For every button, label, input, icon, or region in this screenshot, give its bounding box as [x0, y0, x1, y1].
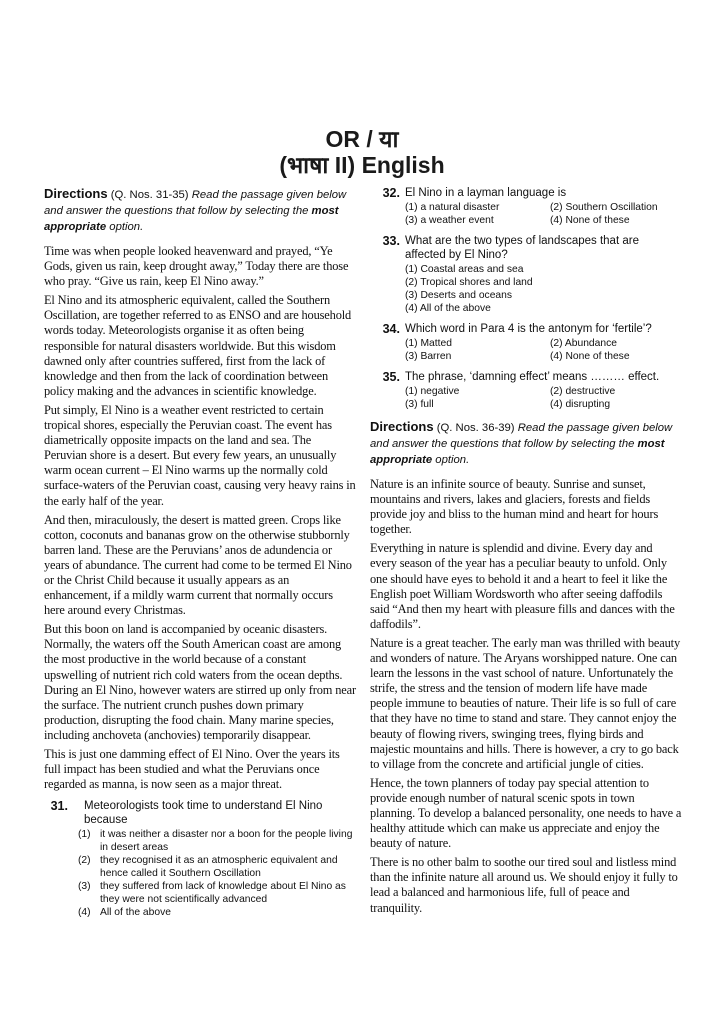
passage-paragraph: Hence, the town planners of today pay special attention to provide enough number of natural scenic spots in town planning. To develop a balanced personality, one needs to have a healthy attitude which can make us appreciate and enjoy the beauty of nature. — [370, 775, 682, 851]
option-grid — [405, 201, 682, 227]
option-item: (1) negative — [405, 386, 460, 397]
directions-text-end: option. — [109, 221, 144, 233]
option-number: (1) — [78, 829, 91, 841]
option-text: they recognised it as an atmospheric equivalent and hence called it Southern Oscillation — [100, 855, 338, 880]
option-item: (3) a weather event — [405, 215, 494, 226]
option-list — [405, 263, 682, 315]
directions-text: Read the passage given below and answer the questions that follow by selecting the — [44, 189, 347, 217]
option-list — [78, 828, 356, 919]
option-number: (3) — [78, 881, 91, 893]
right-column — [370, 186, 682, 920]
question-34 — [370, 322, 682, 363]
question-number: 32. — [382, 186, 400, 200]
option-item: (2) Southern Oscillation — [550, 202, 658, 213]
option-item: (2) destructive — [550, 386, 616, 397]
option-item: (2) Abundance — [550, 338, 617, 349]
directions-range: (Q. Nos. 31-35) — [110, 189, 189, 201]
question-35 — [370, 370, 682, 411]
directions-set1 — [44, 186, 356, 235]
question-33 — [370, 234, 682, 315]
question-number: 35. — [382, 370, 400, 384]
question-text: Which word in Para 4 is the antonym for ‘fertile’? — [405, 323, 652, 335]
question-number: 33. — [382, 234, 400, 248]
passage-paragraph: El Nino and its atmospheric equivalent, called the Southern Oscillation, are together referred to as ENSO and are household words today. Meteorologists organise it as often being responsible for natural disasters worldwide. But this wisdom dawned only after countries suffered, first from the lack of knowledge and then from the lack of coordination between policy making and the advances in scientific knowledge. — [44, 293, 352, 398]
passage-paragraph: And then, miraculously, the desert is matted green. Crops like cotton, coconuts and bananas grow on the otherwise stubbornly barren land. These are the Peruvians’ anos de adundencia or years of abundance. The current had come to be termed El Nino or the Christ Child because it usually appears as an enhancement, if a mildly warm current that normally occurs here around every Christmas. — [44, 512, 352, 618]
question-number: 31. — [50, 799, 68, 814]
option-item: (2) Tropical shores and land — [405, 277, 533, 288]
option-item: (1) Coastal areas and sea — [405, 264, 524, 275]
directions-range: (Q. Nos. 36-39) — [436, 422, 515, 434]
passage-paragraph: There is no other balm to soothe our tired soul and listless mind than the infinite nature all around us. We should enjoy it fully to lead a balanced and harmonious life, full of peace and tranquility. — [370, 855, 678, 915]
passage-paragraph: Nature is a great teacher. The early man was thrilled with beauty and wonders of nature. The Aryans worshipped nature. One can learn the lessons in the vast school of nature. Unfortunately the strife, the stress and the tension of modern life have made people immune to beauties of nature. Their life is so full of care that they have no time to stand and stare. They cannot enjoy the beauty of flowing rivers, swinging trees, flying birds and majestic mountains and hills. There is however, a cry to go back to village from the concrete and artificial jungle of cities. — [370, 635, 680, 771]
option-item: (3) Deserts and oceans — [405, 290, 513, 301]
directions-emphasis: most appropriate — [44, 205, 339, 233]
directions-text: Read the passage given below and answer the questions that follow by selecting the — [370, 422, 673, 450]
option-item — [78, 906, 356, 919]
question-text: The phrase, ‘damning effect’ means ……… effect. — [405, 371, 660, 383]
question-text: El Nino in a layman language is — [405, 187, 567, 199]
passage-paragraph: This is just one damming effect of El Nino. Over the years its full impact has been studied and what the Peruvians once regarded as manna, is now seen as a major threat. — [44, 747, 340, 792]
option-item: (1) Matted — [405, 338, 452, 349]
directions-set2 — [370, 419, 682, 468]
passage-paragraph: Time was when people looked heavenward and prayed, “Ye Gods, given us rain, keep drought away,” Today there are those who pray. “Give us rain, keep El Nino away.” — [44, 244, 349, 289]
option-item — [78, 880, 356, 906]
option-text: it was neither a disaster nor a boon for the people living in desert areas — [100, 829, 353, 854]
passage-paragraph: Put simply, El Nino is a weather event restricted to certain tropical shores, especially the Peruvian coast. The event has diametrically opposite impacts on the land and sea. The Peruvian shore is a desert. But every few years, an unusually warm ocean current – El Nino warms up the normally cold surface-waters of the Peruvian coast, causing very heavy rains in the early half of the year. — [44, 402, 356, 508]
left-column — [44, 186, 356, 919]
option-text: they suffered from lack of knowledge about El Nino as they were not scientifically advanced — [100, 881, 346, 906]
option-item — [78, 854, 356, 880]
question-32 — [370, 186, 682, 227]
option-item: (3) Barren — [405, 351, 452, 362]
passage-paragraph: But this boon on land is accompanied by oceanic disasters. Normally, the waters off the South American coast are among the most productive in the world because of a constant upswelling of nutrient rich cold waters from the ocean depths. During an El Nino, however waters are stirred up only from near the surface. The nutrient crunch pushes down primary production, disrupting the food chain. Many marine species, including anchoveta (anchovies) temporarily disappear. — [44, 622, 356, 742]
section-subtitle: (भाषा II) English — [279, 152, 445, 178]
question-31 — [44, 799, 356, 919]
section-title: OR / या — [325, 126, 399, 152]
directions-text-end: option. — [435, 454, 470, 466]
option-text: All of the above — [100, 907, 171, 919]
question-text: What are the two types of landscapes that are affected by El Nino? — [405, 235, 639, 261]
directions-label: Directions — [370, 419, 434, 434]
question-number: 34. — [382, 322, 400, 336]
option-item: (3) full — [405, 399, 434, 410]
option-item: (4) None of these — [550, 215, 630, 226]
question-text: Meteorologists took time to understand El Nino because — [84, 800, 323, 827]
passage-paragraph: Nature is an infinite source of beauty. Sunrise and sunset, mountains and rivers, lakes and glaciers, forests and fields provide joy and bliss to the human mind and heart for hours together. — [370, 477, 659, 537]
option-item: (4) disrupting — [550, 399, 611, 410]
passage-paragraph: Everything in nature is splendid and divine. Every day and every season of the year has a peculiar beauty to unfold. Only one should have eyes to behold it and a heart to feel it like the English poet William Wordsworth who after seeing daffodils said “And then my heart with pleasure fills and dances with the daffodils”. — [370, 541, 675, 631]
directions-label: Directions — [44, 186, 108, 201]
option-number: (4) — [78, 907, 91, 919]
option-number: (2) — [78, 855, 91, 867]
option-grid — [405, 385, 682, 411]
option-item: (4) None of these — [550, 351, 630, 362]
option-grid — [405, 337, 682, 363]
option-item: (1) a natural disaster — [405, 202, 500, 213]
option-item — [78, 828, 356, 854]
directions-emphasis: most appropriate — [370, 438, 665, 466]
option-item: (4) All of the above — [405, 303, 491, 314]
